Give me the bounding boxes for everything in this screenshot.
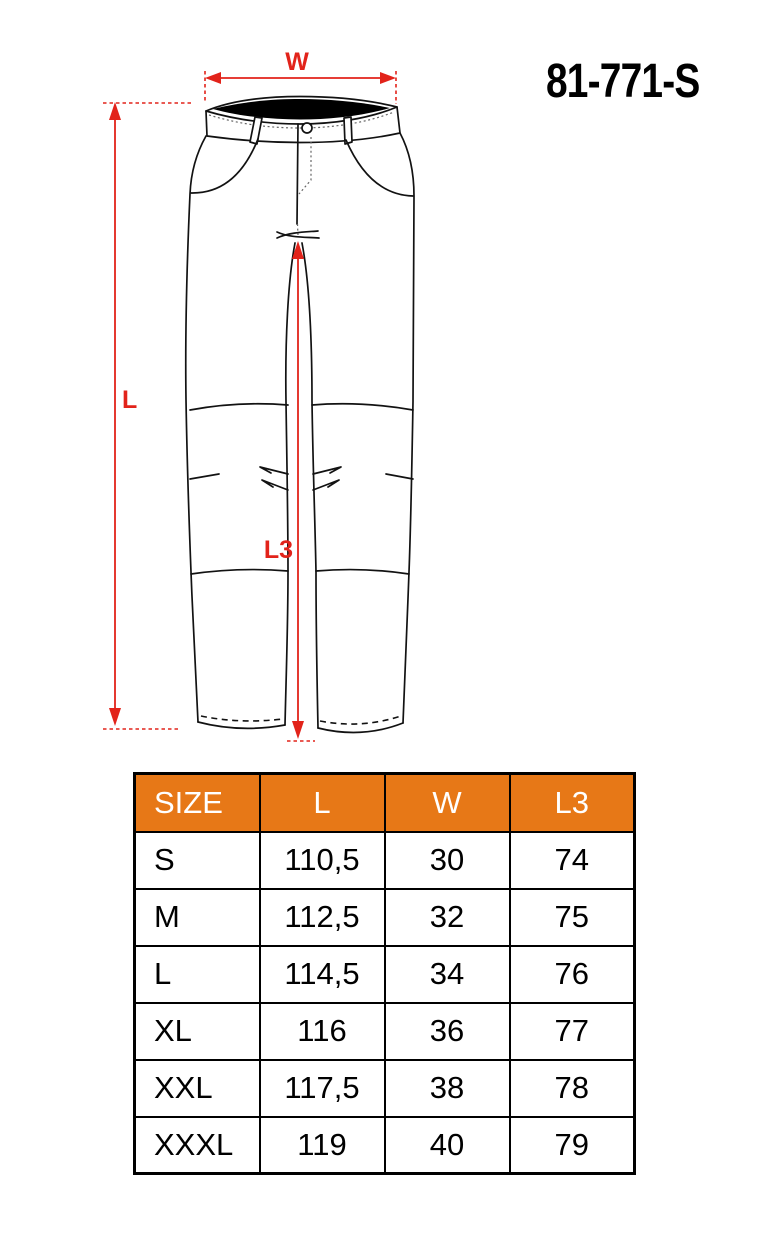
table-row (135, 832, 635, 889)
knee-dart (313, 467, 341, 474)
header-row (135, 774, 635, 832)
cell-w: 32 (385, 889, 510, 946)
knee-dart (262, 480, 288, 490)
cell-l: 114,5 (260, 946, 385, 1003)
cell-size: XXXL (135, 1117, 260, 1174)
cell-l3: 77 (510, 1003, 635, 1060)
cell-l3: 74 (510, 832, 635, 889)
cell-w: 38 (385, 1060, 510, 1117)
table-row (135, 1117, 635, 1174)
outer-seam-left (186, 136, 206, 722)
cell-size: L (135, 946, 260, 1003)
pocket-right (346, 140, 413, 196)
cell-l3: 79 (510, 1117, 635, 1174)
cell-l: 110,5 (260, 832, 385, 889)
cell-size: M (135, 889, 260, 946)
column-header-size: SIZE (135, 774, 260, 832)
cell-l: 117,5 (260, 1060, 385, 1117)
dimension-l (103, 102, 193, 729)
cell-w: 30 (385, 832, 510, 889)
knee-dart (260, 467, 288, 474)
knee-dart (313, 480, 339, 490)
column-header-w: W (385, 774, 510, 832)
cell-w: 34 (385, 946, 510, 1003)
cell-l: 112,5 (260, 889, 385, 946)
arrowhead-right (380, 72, 396, 84)
hem-right (318, 723, 403, 732)
arrowhead-down (292, 721, 304, 739)
arrowhead-down (109, 708, 121, 726)
table-row (135, 889, 635, 946)
knee-seam-lower-left (191, 570, 288, 574)
outer-seam-right (400, 133, 414, 723)
waist-button (302, 123, 312, 133)
inner-seam-right (302, 243, 318, 728)
hem-stitch-left (201, 716, 283, 721)
table-row (135, 946, 635, 1003)
arrowhead-up (109, 102, 121, 120)
hem-left (198, 722, 285, 728)
knee-seam-upper-left (190, 404, 288, 410)
cell-l3: 78 (510, 1060, 635, 1117)
dimension-w (205, 48, 396, 104)
cell-w: 40 (385, 1117, 510, 1174)
fly-center-line (297, 124, 298, 224)
inner-seam-left (285, 243, 295, 725)
inseam-label: L3 (263, 536, 293, 564)
table-row (135, 1003, 635, 1060)
column-header-l: L (260, 774, 385, 832)
product-code: 81-771-S (545, 55, 699, 108)
cell-size: XL (135, 1003, 260, 1060)
knee-tick-right (386, 474, 413, 479)
pants-outline (186, 97, 414, 733)
cell-l: 119 (260, 1117, 385, 1174)
cell-w: 36 (385, 1003, 510, 1060)
cell-size: XXL (135, 1060, 260, 1117)
knee-tick-left (190, 474, 219, 479)
cell-size: S (135, 832, 260, 889)
column-header-l3: L3 (510, 774, 635, 832)
cell-l3: 75 (510, 889, 635, 946)
length-label: L (122, 386, 138, 414)
arrowhead-left (205, 72, 221, 84)
dimension-l3 (264, 241, 315, 741)
table-row (135, 1060, 635, 1117)
hem-stitch-right (320, 716, 401, 724)
width-label: W (285, 48, 309, 76)
size-table (133, 772, 636, 1175)
knee-seam-upper-right (312, 404, 413, 410)
knee-seam-lower-right (316, 570, 409, 574)
fly-stitch (299, 137, 311, 194)
cell-l: 116 (260, 1003, 385, 1060)
cell-l3: 76 (510, 946, 635, 1003)
